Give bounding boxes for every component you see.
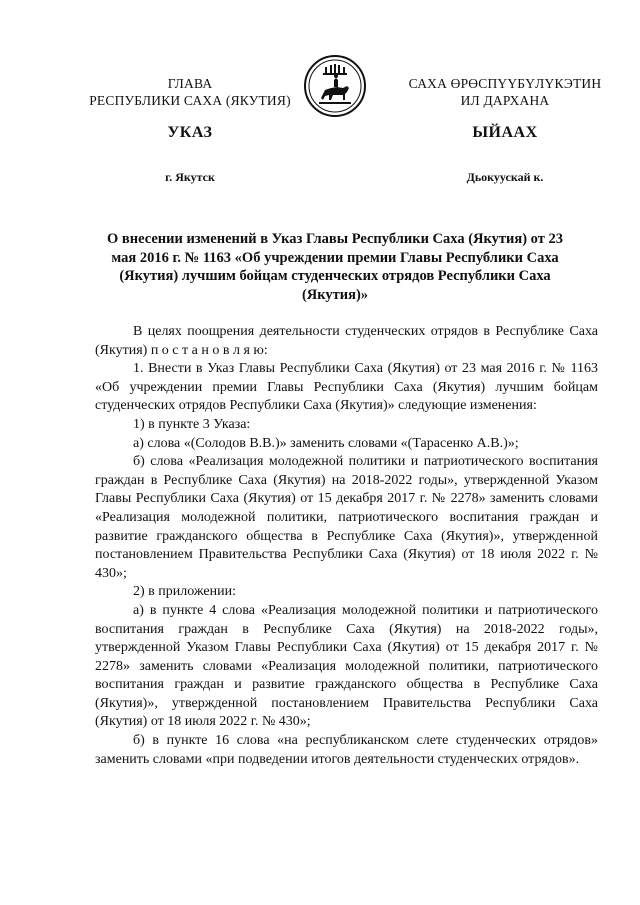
paragraph: б) в пункте 16 слова «на республиканском слете студенческих отрядов» заменить словами «при подведении итогов деятельности студенческих отрядов». <box>95 733 598 767</box>
issuer-left-line1: ГЛАВА <box>167 76 213 91</box>
issuer-right-line1: САХА ӨРӨСПҮҮБҮЛҮКЭТИН <box>408 76 602 91</box>
issuer-left <box>70 75 310 109</box>
document-title: О внесении изменений в Указ Главы Республики Саха (Якутия) от 23 мая 2016 г. № 1163 «Об учреждении премии Главы Республики Саха (Якутия) лучшим бойцам студенческих отрядов Республики Саха (Якутия)» <box>107 231 563 303</box>
paragraph: 1. Внести в Указ Главы Республики Саха (Якутия) от 23 мая 2016 г. № 1163 «Об учреждении премии Главы Республики Саха (Якутия) лучшим бойцам студенческих отрядов Республики Саха (Якутия)» следующие изменения: <box>95 361 598 414</box>
coat-of-arms-emblem-icon <box>303 54 367 118</box>
issuer-right-line2: ИЛ ДАРХАНА <box>460 93 550 108</box>
paragraph: В целях поощрения деятельности студенческих отрядов в Республике Саха (Якутия) п о с т а н о в л я ю: <box>95 324 598 358</box>
decree-title-right: ЫЙААХ <box>472 124 538 141</box>
paragraph: а) слова «(Солодов В.В.)» заменить словами «(Тарасенко А.В.)»; <box>133 435 519 451</box>
issuer-left-line2: РЕСПУБЛИКИ САХА (ЯКУТИЯ) <box>89 93 291 108</box>
issuer-right <box>385 75 625 109</box>
paragraph: б) слова «Реализация молодежной политики и патриотического воспитания граждан в Республике Саха (Якутия) на 2018-2022 годы», утвержденной Указом Главы Республики Саха (Якутия) от 15 декабря 2017 г. № 2278» заменить словами «Реализация молодежной политики, патриотического воспитания граждан и развитие гражданского общества в Республике Саха (Якутия)», утвержденной постановлением Правительства Республики Саха (Якутия) от 18 июля 2022 г. № 430»; <box>95 454 598 581</box>
paragraph: 1) в пункте 3 Указа: <box>133 416 251 432</box>
paragraph: 2) в приложении: <box>133 584 236 600</box>
paragraph: а) в пункте 4 слова «Реализация молодежной политики и патриотического воспитания граждан в Республике Саха (Якутия) на 2018-2022 годы», утвержденной Указом Главы Республики Саха (Якутия) от 15 декабря 2017 г. № 2278» заменить словами «Реализация молодежной политики, патриотического воспитания граждан и развитие гражданского общества в Республике Саха (Якутия)», утвержденной постановлением Правительства Республики Саха (Якутия) от 18 июля 2022 г. № 430»; <box>95 602 598 730</box>
city-right: Дьокуускай к. <box>466 170 544 184</box>
city-left: г. Якутск <box>165 170 215 184</box>
document-body <box>95 323 598 769</box>
decree-title-left: УКАЗ <box>167 124 213 141</box>
